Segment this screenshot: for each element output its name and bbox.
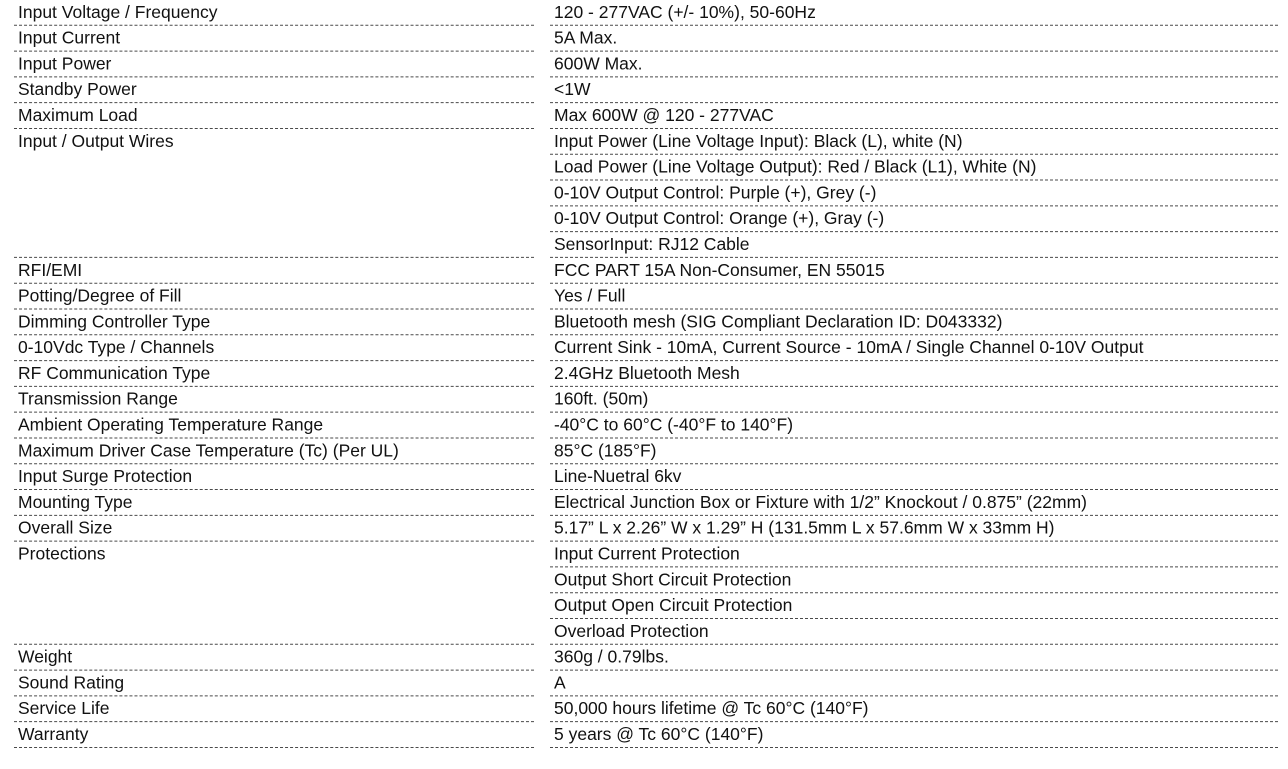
- spec-value-cell: [550, 387, 1278, 413]
- spec-value-cell: [550, 284, 1278, 310]
- spec-value: Output Open Circuit Protection: [554, 595, 793, 616]
- spec-value: 5A Max.: [554, 27, 618, 48]
- spec-value-cell: [550, 26, 1278, 52]
- spec-label: Sound Rating: [18, 672, 125, 693]
- spec-label: Protections: [18, 543, 106, 564]
- spec-value-cell: [550, 722, 1278, 748]
- spec-value-cell: [550, 645, 1278, 671]
- spec-label-cell: [14, 26, 534, 52]
- spec-value-cell: [550, 129, 1278, 258]
- spec-value-cell: [550, 413, 1278, 439]
- spec-row: [14, 413, 1278, 439]
- spec-label-cell: [14, 129, 534, 258]
- spec-value-cell: [550, 103, 1278, 129]
- spec-row: [14, 335, 1278, 361]
- spec-label-cell: [14, 645, 534, 671]
- spec-row: [14, 258, 1278, 284]
- spec-label-cell: [14, 52, 534, 78]
- spec-row: [14, 387, 1278, 413]
- spec-row: [14, 516, 1278, 542]
- spec-label-cell: [14, 387, 534, 413]
- row-divider: [550, 566, 1278, 567]
- spec-value: 0-10V Output Control: Orange (+), Gray (-): [554, 208, 885, 229]
- row-divider: [550, 154, 1278, 155]
- spec-row: [14, 0, 1278, 26]
- spec-value-cell: [550, 696, 1278, 722]
- spec-value: 2.4GHz Bluetooth Mesh: [554, 363, 740, 383]
- spec-label: Maximum Load: [18, 105, 138, 125]
- spec-value: 120 - 277VAC (+/- 10%), 50-60Hz: [554, 1, 816, 22]
- spec-row: [14, 52, 1278, 78]
- spec-label: 0-10Vdc Type / Channels: [18, 337, 215, 358]
- spec-label: Weight: [18, 646, 73, 667]
- spec-label: Mounting Type: [18, 492, 133, 512]
- spec-row: [14, 696, 1278, 722]
- row-divider: [550, 747, 1278, 748]
- spec-value: 160ft. (50m): [554, 388, 649, 409]
- spec-value: Bluetooth mesh (SIG Compliant Declaration ID: D043332): [554, 311, 1003, 332]
- spec-value: 85°C (185°F): [554, 440, 657, 461]
- spec-row: [14, 361, 1278, 387]
- spec-value: Output Short Circuit Protection: [554, 569, 792, 590]
- row-divider: [550, 205, 1278, 206]
- spec-label-cell: [14, 516, 534, 542]
- spec-row: [14, 542, 1278, 645]
- spec-label: RF Communication Type: [18, 363, 211, 383]
- spec-label-cell: [14, 361, 534, 387]
- spec-value: 50,000 hours lifetime @ Tc 60°C (140°F): [554, 698, 869, 719]
- spec-value: FCC PART 15A Non-Consumer, EN 55015: [554, 259, 885, 280]
- spec-value: <1W: [554, 79, 591, 100]
- spec-value: Line-Nuetral 6kv: [554, 466, 682, 487]
- spec-value: Yes / Full: [554, 285, 626, 306]
- spec-value: A: [554, 672, 566, 693]
- spec-value-cell: [550, 671, 1278, 697]
- spec-value: Current Sink - 10mA, Current Source - 10mA / Single Channel 0-10V Output: [554, 337, 1144, 358]
- spec-label-cell: [14, 258, 534, 284]
- spec-value: Overload Protection: [554, 620, 709, 641]
- spec-label: Warranty: [18, 724, 89, 744]
- spec-value: 5 years @ Tc 60°C (140°F): [554, 724, 764, 744]
- spec-row: [14, 284, 1278, 310]
- spec-label: Transmission Range: [18, 388, 178, 409]
- spec-value: 0-10V Output Control: Purple (+), Grey (-): [554, 182, 877, 203]
- spec-label-cell: [14, 671, 534, 697]
- spec-value-cell: [550, 516, 1278, 542]
- row-divider: [14, 747, 534, 748]
- spec-value-cell: [550, 490, 1278, 516]
- spec-value-cell: [550, 542, 1278, 645]
- spec-label-cell: [14, 335, 534, 361]
- spec-value: Electrical Junction Box or Fixture with 1/2” Knockout / 0.875” (22mm): [554, 492, 1087, 512]
- spec-label-cell: [14, 413, 534, 439]
- spec-value-cell: [550, 361, 1278, 387]
- spec-value: Max 600W @ 120 - 277VAC: [554, 105, 774, 125]
- spec-label: RFI/EMI: [18, 259, 83, 280]
- spec-label: Input Voltage / Frequency: [18, 1, 218, 22]
- spec-value: 5.17” L x 2.26” W x 1.29” H (131.5mm L x 57.6mm W x 33mm H): [554, 517, 1055, 538]
- spec-label: Service Life: [18, 698, 110, 719]
- spec-label: Overall Size: [18, 517, 113, 538]
- spec-value-cell: [550, 335, 1278, 361]
- spec-row: [14, 77, 1278, 103]
- spec-row: [14, 722, 1278, 748]
- spec-value-cell: [550, 464, 1278, 490]
- spec-row: [14, 671, 1278, 697]
- spec-value: 360g / 0.79lbs.: [554, 646, 669, 667]
- row-divider: [550, 231, 1278, 232]
- spec-value-cell: [550, 310, 1278, 336]
- spec-label-cell: [14, 284, 534, 310]
- spec-label-cell: [14, 542, 534, 645]
- spec-value-cell: [550, 438, 1278, 464]
- spec-label-cell: [14, 310, 534, 336]
- spec-value-cell: [550, 52, 1278, 78]
- spec-row: [14, 103, 1278, 129]
- spec-row: [14, 129, 1278, 258]
- spec-value-cell: [550, 0, 1278, 26]
- spec-row: [14, 490, 1278, 516]
- row-divider: [550, 618, 1278, 619]
- spec-value: SensorInput: RJ12 Cable: [554, 234, 750, 254]
- spec-label-cell: [14, 438, 534, 464]
- spec-label: Standby Power: [18, 79, 137, 100]
- spec-label-cell: [14, 464, 534, 490]
- spec-label: Input Surge Protection: [18, 466, 193, 487]
- row-divider: [550, 592, 1278, 593]
- spec-row: [14, 26, 1278, 52]
- spec-row: [14, 464, 1278, 490]
- spec-value: -40°C to 60°C (-40°F to 140°F): [554, 414, 794, 435]
- spec-value: 600W Max.: [554, 53, 643, 74]
- spec-label: Ambient Operating Temperature Range: [18, 414, 324, 435]
- spec-value-cell: [550, 258, 1278, 284]
- spec-label-cell: [14, 696, 534, 722]
- spec-label: Potting/Degree of Fill: [18, 285, 182, 306]
- spec-label-cell: [14, 0, 534, 26]
- spec-value: Input Power (Line Voltage Input): Black (L), white (N): [554, 130, 963, 151]
- spec-label: Input Power: [18, 53, 112, 74]
- spec-value-cell: [550, 77, 1278, 103]
- spec-value: Input Current Protection: [554, 543, 740, 564]
- spec-label: Input / Output Wires: [18, 130, 174, 151]
- spec-row: [14, 438, 1278, 464]
- spec-label: Dimming Controller Type: [18, 311, 211, 332]
- row-divider: [550, 180, 1278, 181]
- spec-label-cell: [14, 490, 534, 516]
- spec-label-cell: [14, 77, 534, 103]
- spec-label-cell: [14, 103, 534, 129]
- spec-row: [14, 645, 1278, 671]
- spec-label-cell: [14, 722, 534, 748]
- spec-row: [14, 310, 1278, 336]
- spec-label: Input Current: [18, 27, 121, 48]
- spec-value: Load Power (Line Voltage Output): Red / Black (L1), White (N): [554, 156, 1037, 177]
- spec-label: Maximum Driver Case Temperature (Tc) (Per UL): [18, 440, 399, 461]
